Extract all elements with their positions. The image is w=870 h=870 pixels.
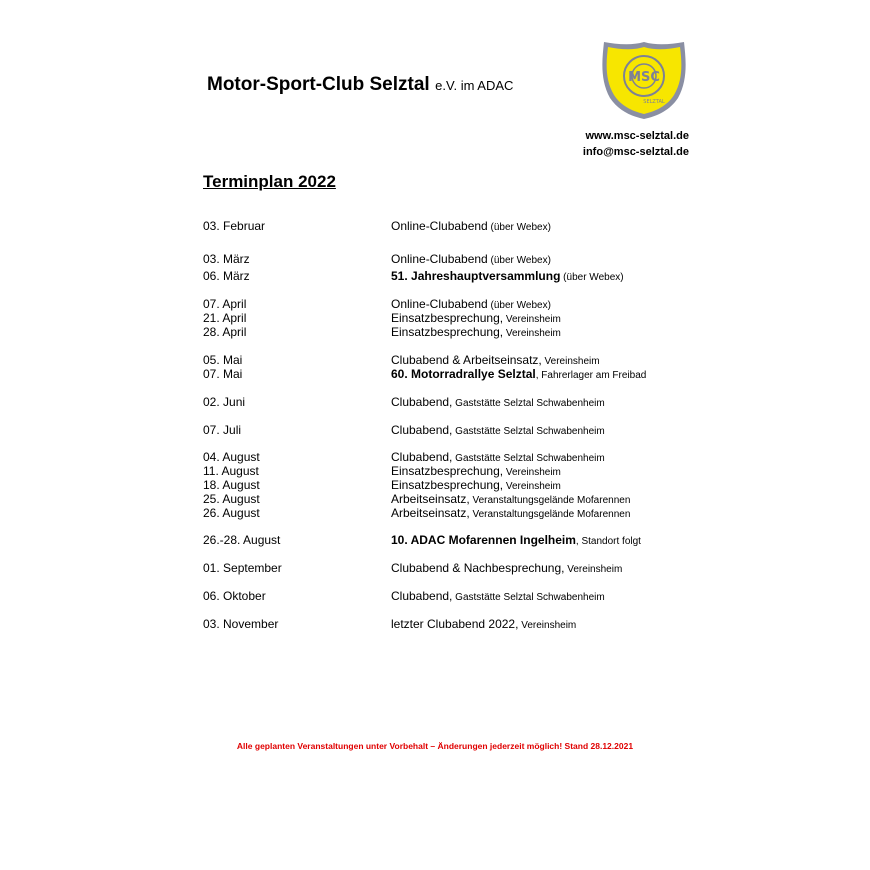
- contact-block: [583, 128, 689, 160]
- event-row: [0, 252, 870, 266]
- event-title: Arbeitseinsatz,: [391, 506, 470, 520]
- event-title: Einsatzbesprechung,: [391, 464, 504, 478]
- event-title: Clubabend,: [391, 589, 453, 603]
- event-detail: , Fahrerlager am Freibad: [535, 370, 647, 381]
- event-date: 03. Februar: [203, 219, 266, 233]
- event-title: Einsatzbesprechung,: [391, 478, 504, 492]
- event-date: 05. Mai: [203, 353, 243, 367]
- event-title: Clubabend & Arbeitseinsatz,: [391, 353, 542, 367]
- event-detail: Vereinsheim: [518, 620, 577, 631]
- event-title: Clubabend,: [391, 423, 453, 437]
- event-detail: (über Webex): [487, 255, 551, 266]
- event-date: 25. August: [203, 492, 260, 506]
- event-title: letzter Clubabend 2022,: [391, 617, 519, 631]
- event-detail: Gaststätte Selztal Schwabenheim: [452, 453, 605, 464]
- event-detail: Vereinsheim: [503, 328, 561, 339]
- event-row: [0, 269, 870, 283]
- event-title: Einsatzbesprechung,: [391, 325, 504, 339]
- event-date: 03. März: [203, 252, 250, 266]
- event-title: Clubabend & Nachbesprechung,: [391, 561, 565, 575]
- event-row: [0, 478, 870, 492]
- event-title: Einsatzbesprechung,: [391, 311, 504, 325]
- event-date: 07. Mai: [203, 367, 243, 381]
- event-date: 11. August: [203, 464, 259, 478]
- event-date: 07. April: [203, 297, 247, 311]
- event-detail: , Standort folgt: [575, 536, 641, 547]
- club-logo: [600, 40, 688, 120]
- email-link[interactable]: info@msc-selztal.de: [582, 146, 689, 158]
- event-detail: (über Webex): [487, 300, 551, 311]
- logo-letters: MSC: [628, 70, 660, 85]
- event-row: [0, 617, 870, 631]
- event-row: [0, 506, 870, 520]
- event-title: 60. Motorradrallye Selztal: [391, 367, 536, 381]
- event-detail: Vereinsheim: [503, 481, 561, 492]
- website-link[interactable]: www.msc-selztal.de: [585, 130, 689, 142]
- event-date: 28. April: [203, 325, 247, 339]
- club-title: [207, 74, 513, 96]
- event-date: 03. November: [203, 617, 279, 631]
- event-date: 18. August: [203, 478, 260, 492]
- event-row: [0, 533, 870, 547]
- event-date: 02. Juni: [203, 395, 246, 409]
- logo-name: SELZTAL: [643, 99, 665, 105]
- event-date: 01. September: [203, 561, 282, 575]
- event-date: 21. April: [203, 311, 247, 325]
- event-title: 51. Jahreshauptversammlung: [391, 269, 561, 283]
- disclaimer-note: Alle geplanten Veranstaltungen unter Vorbehalt – Änderungen jederzeit möglich! Stand 28.12.2021: [236, 741, 634, 751]
- event-detail: (über Webex): [560, 272, 624, 283]
- event-row: [0, 589, 870, 603]
- event-row: [0, 219, 870, 233]
- event-title: Online-Clubabend: [391, 252, 488, 266]
- event-detail: Vereinsheim: [541, 356, 600, 367]
- event-detail: Veranstaltungsgelände Mofarennen: [469, 509, 631, 520]
- club-name: Motor-Sport-Club Selztal: [207, 74, 430, 95]
- event-date: 26. August: [203, 506, 260, 520]
- event-row: [0, 492, 870, 506]
- event-title: Arbeitseinsatz,: [391, 492, 470, 506]
- event-title: Clubabend,: [391, 395, 453, 409]
- event-row: [0, 353, 870, 367]
- event-date: 07. Juli: [203, 423, 242, 437]
- club-suffix: e.V. im ADAC: [435, 78, 514, 93]
- event-detail: Gaststätte Selztal Schwabenheim: [452, 398, 605, 409]
- event-title: Online-Clubabend: [391, 219, 488, 233]
- event-title: Online-Clubabend: [391, 297, 488, 311]
- event-row: [0, 325, 870, 339]
- event-detail: Vereinsheim: [503, 314, 561, 325]
- event-row: [0, 297, 870, 311]
- event-title: 10. ADAC Mofarennen Ingelheim: [391, 533, 576, 547]
- event-row: [0, 464, 870, 478]
- event-date: 04. August: [203, 450, 260, 464]
- event-row: [0, 367, 870, 381]
- event-detail: Vereinsheim: [503, 467, 561, 478]
- event-row: [0, 561, 870, 575]
- event-title: Clubabend,: [391, 450, 453, 464]
- plan-title: Terminplan 2022: [203, 172, 336, 191]
- event-row: [0, 395, 870, 409]
- event-row: [0, 450, 870, 464]
- event-detail: Gaststätte Selztal Schwabenheim: [452, 426, 605, 437]
- event-date: 06. Oktober: [203, 589, 266, 603]
- event-row: [0, 423, 870, 437]
- event-date: 26.-28. August: [203, 533, 281, 547]
- event-detail: (über Webex): [487, 222, 551, 233]
- event-date: 06. März: [203, 269, 250, 283]
- event-row: [0, 311, 870, 325]
- event-detail: Veranstaltungsgelände Mofarennen: [469, 495, 631, 506]
- event-detail: Vereinsheim: [564, 564, 623, 575]
- event-detail: Gaststätte Selztal Schwabenheim: [452, 592, 605, 603]
